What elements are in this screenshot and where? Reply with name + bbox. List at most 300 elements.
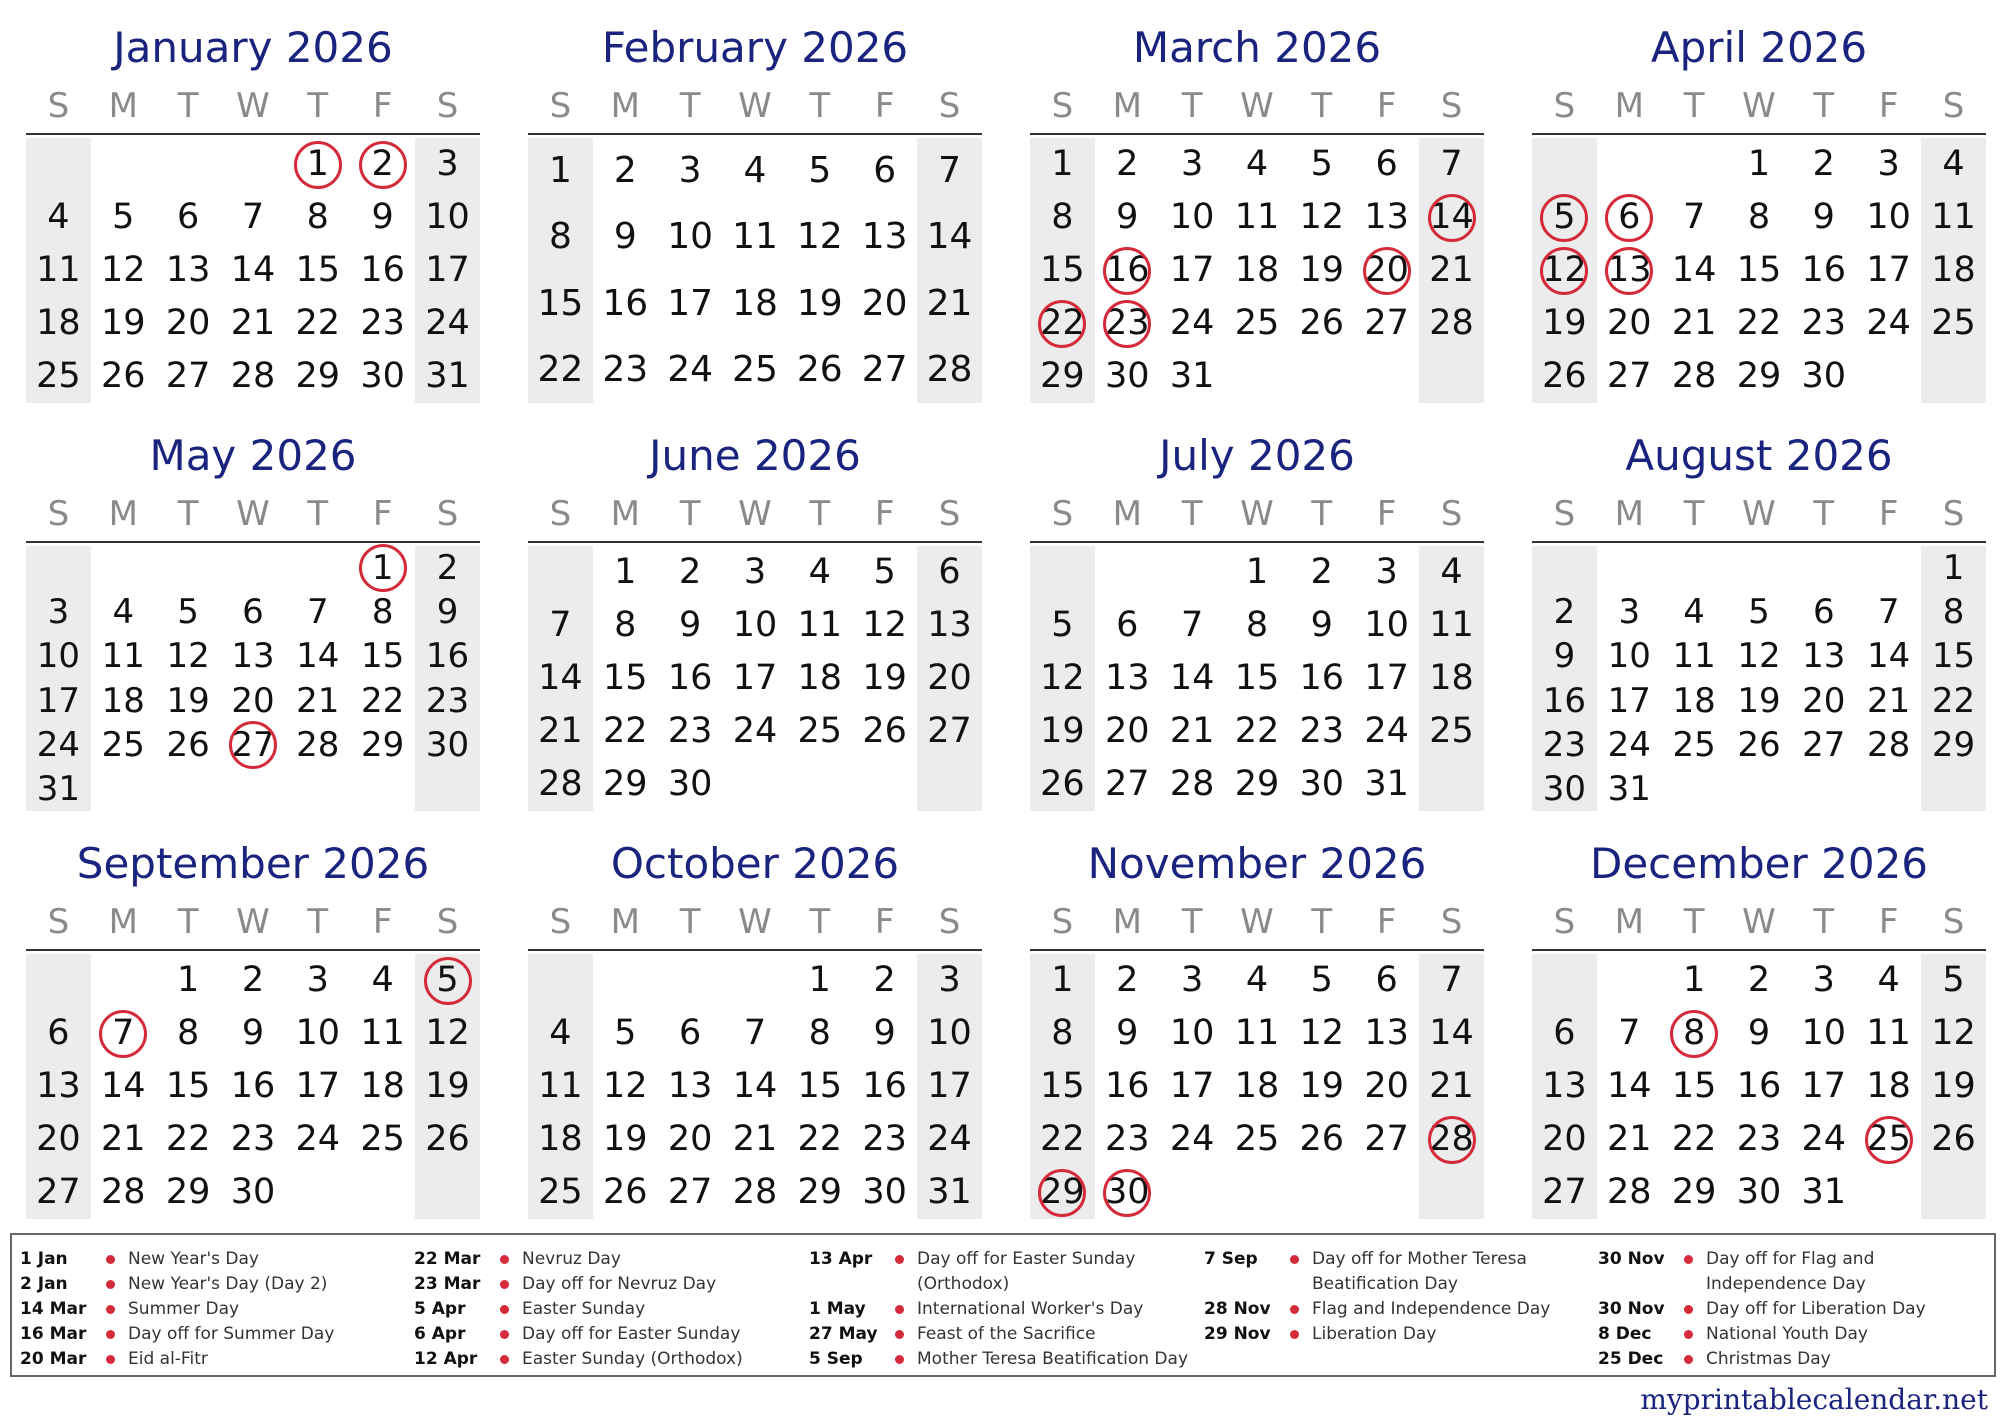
day-cell[interactable]: 13 xyxy=(231,636,275,677)
day-cell[interactable]: 31 xyxy=(36,768,81,809)
day-cell[interactable]: 13 xyxy=(861,216,908,258)
day-cell[interactable]: 9 xyxy=(613,216,637,258)
day-cell[interactable]: 3 xyxy=(1180,960,1204,1000)
day-cell[interactable]: 18 xyxy=(360,1066,405,1106)
day-cell[interactable]: 5 xyxy=(177,592,199,633)
day-cell[interactable]: 21 xyxy=(296,680,340,721)
day-cell[interactable]: 14 xyxy=(538,658,583,698)
day-cell[interactable]: 28 xyxy=(1169,764,1215,804)
day-cell[interactable]: 25 xyxy=(1931,303,1976,343)
day-cell[interactable]: 18 xyxy=(101,680,145,721)
day-cell[interactable]: 31 xyxy=(1801,1172,1847,1212)
day-cell[interactable]: 24 xyxy=(425,303,470,343)
day-cell[interactable]: 9 xyxy=(1747,1013,1771,1053)
day-cell[interactable]: 9 xyxy=(436,592,459,633)
day-cell[interactable]: 22 xyxy=(537,348,584,390)
day-cell[interactable]: 26 xyxy=(425,1119,470,1159)
day-cell[interactable]: 9 xyxy=(1310,605,1333,645)
day-cell[interactable]: 7 xyxy=(1180,605,1204,645)
day-cell[interactable]: 9 xyxy=(241,1013,265,1053)
day-cell[interactable]: 29 xyxy=(797,1172,843,1212)
day-cell[interactable]: 20 xyxy=(1364,1066,1409,1106)
day-cell[interactable]: 8 xyxy=(176,1013,200,1053)
day-cell[interactable]: 2 xyxy=(1116,960,1139,1000)
day-cell[interactable]: 17 xyxy=(425,250,470,290)
day-cell[interactable]: 28 xyxy=(1867,724,1911,765)
day-cell[interactable]: 1 xyxy=(1747,144,1771,184)
day-cell[interactable]: 13 xyxy=(927,605,972,645)
day-cell[interactable]: 24 xyxy=(295,1119,341,1159)
day-cell[interactable]: 15 xyxy=(537,282,584,324)
day-cell[interactable]: 13 xyxy=(36,1066,81,1106)
day-cell[interactable]: 26 xyxy=(602,1172,648,1212)
day-cell[interactable]: 25 xyxy=(360,1119,405,1159)
day-cell[interactable]: 25 xyxy=(101,724,145,765)
day-cell[interactable]: 29 xyxy=(602,764,648,804)
day-cell[interactable]: 2 xyxy=(1812,144,1835,184)
day-cell[interactable]: 13 xyxy=(165,250,211,290)
day-cell[interactable]: 21 xyxy=(732,1119,778,1159)
day-cell[interactable]: 12 xyxy=(602,1066,648,1106)
day-cell[interactable]: 26 xyxy=(1040,764,1085,804)
day-cell[interactable]: 17 xyxy=(1801,1066,1847,1106)
day-cell[interactable]: 12 xyxy=(166,636,210,677)
day-cell[interactable]: 17 xyxy=(1364,658,1409,698)
day-cell[interactable]: 20 xyxy=(861,282,908,324)
day-cell[interactable]: 8 xyxy=(548,216,572,258)
day-cell[interactable]: 18 xyxy=(36,303,81,343)
day-cell[interactable]: 12 xyxy=(425,1013,470,1053)
day-cell[interactable]: 18 xyxy=(1931,250,1976,290)
day-cell[interactable]: 4 xyxy=(1245,960,1269,1000)
day-cell[interactable]: 1 xyxy=(1051,960,1074,1000)
day-cell[interactable]: 15 xyxy=(1736,250,1782,290)
day-cell[interactable]: 17 xyxy=(1169,250,1215,290)
day-cell[interactable]: 22 xyxy=(1736,303,1782,343)
day-cell[interactable]: 24 xyxy=(1169,303,1215,343)
day-cell[interactable]: 4 xyxy=(1877,960,1900,1000)
day-cell[interactable]: 19 xyxy=(796,282,843,324)
day-cell[interactable]: 4 xyxy=(371,960,394,1000)
day-cell[interactable]: 25 xyxy=(1234,1119,1280,1159)
day-cell[interactable]: 25 xyxy=(36,356,81,396)
day-cell[interactable]: 8 xyxy=(371,592,394,633)
day-cell[interactable]: 2 xyxy=(241,960,265,1000)
day-cell[interactable]: 8 xyxy=(614,605,637,645)
day-cell[interactable]: 2 xyxy=(1116,144,1139,184)
day-cell[interactable]: 6 xyxy=(1116,605,1139,645)
day-cell[interactable]: 29 xyxy=(1040,1172,1085,1212)
day-cell[interactable]: 25 xyxy=(797,711,843,751)
day-cell[interactable]: 26 xyxy=(1299,303,1345,343)
day-cell[interactable]: 25 xyxy=(1672,724,1716,765)
day-cell[interactable]: 24 xyxy=(667,348,714,390)
day-cell[interactable]: 21 xyxy=(230,303,276,343)
day-cell[interactable]: 21 xyxy=(1671,303,1717,343)
day-cell[interactable]: 23 xyxy=(602,348,649,390)
day-cell[interactable]: 17 xyxy=(1169,1066,1215,1106)
day-cell[interactable]: 31 xyxy=(425,356,470,396)
day-cell[interactable]: 5 xyxy=(1310,960,1333,1000)
day-cell[interactable]: 10 xyxy=(1866,197,1911,237)
day-cell[interactable]: 11 xyxy=(1234,197,1280,237)
day-cell[interactable]: 13 xyxy=(667,1066,713,1106)
day-cell[interactable]: 7 xyxy=(743,1013,767,1053)
day-cell[interactable]: 16 xyxy=(1542,680,1587,721)
day-cell[interactable]: 30 xyxy=(667,764,713,804)
day-cell[interactable]: 11 xyxy=(732,216,778,258)
day-cell[interactable]: 8 xyxy=(306,197,329,237)
day-cell[interactable]: 19 xyxy=(1737,680,1781,721)
day-cell[interactable]: 10 xyxy=(1169,197,1215,237)
day-cell[interactable]: 13 xyxy=(1104,658,1150,698)
day-cell[interactable]: 6 xyxy=(47,1013,70,1053)
day-cell[interactable]: 12 xyxy=(796,216,843,258)
day-cell[interactable]: 15 xyxy=(165,1066,211,1106)
day-cell[interactable]: 30 xyxy=(1299,764,1345,804)
day-cell[interactable]: 7 xyxy=(1440,144,1463,184)
day-cell[interactable]: 16 xyxy=(667,658,713,698)
day-cell[interactable]: 16 xyxy=(1104,250,1150,290)
day-cell[interactable]: 12 xyxy=(1040,658,1085,698)
day-cell[interactable]: 27 xyxy=(927,711,972,751)
day-cell[interactable]: 15 xyxy=(1234,658,1280,698)
day-cell[interactable]: 21 xyxy=(1429,250,1474,290)
day-cell[interactable]: 27 xyxy=(231,724,275,765)
day-cell[interactable]: 5 xyxy=(614,1013,637,1053)
day-cell[interactable]: 2 xyxy=(613,150,637,191)
day-cell[interactable]: 7 xyxy=(1877,592,1900,633)
day-cell[interactable]: 18 xyxy=(1866,1066,1911,1106)
day-cell[interactable]: 4 xyxy=(1245,144,1269,184)
day-cell[interactable]: 15 xyxy=(602,658,648,698)
day-cell[interactable]: 30 xyxy=(425,724,470,765)
day-cell[interactable]: 3 xyxy=(1375,552,1398,592)
day-cell[interactable]: 8 xyxy=(1942,592,1965,633)
day-cell[interactable]: 1 xyxy=(1682,960,1706,1000)
day-cell[interactable]: 16 xyxy=(1736,1066,1782,1106)
day-cell[interactable]: 3 xyxy=(47,592,70,633)
day-cell[interactable]: 24 xyxy=(1607,724,1651,765)
day-cell[interactable]: 1 xyxy=(371,548,394,588)
day-cell[interactable]: 23 xyxy=(1542,724,1587,765)
day-cell[interactable]: 15 xyxy=(1671,1066,1717,1106)
day-cell[interactable]: 9 xyxy=(873,1013,896,1053)
day-cell[interactable]: 22 xyxy=(1040,303,1085,343)
day-cell[interactable]: 1 xyxy=(1245,552,1269,592)
day-cell[interactable]: 24 xyxy=(1364,711,1409,751)
day-cell[interactable]: 13 xyxy=(1364,1013,1409,1053)
day-cell[interactable]: 9 xyxy=(1553,636,1576,677)
day-cell[interactable]: 1 xyxy=(548,150,572,191)
day-cell[interactable]: 17 xyxy=(1866,250,1911,290)
day-cell[interactable]: 21 xyxy=(1429,1066,1474,1106)
day-cell[interactable]: 14 xyxy=(1606,1066,1652,1106)
day-cell[interactable]: 19 xyxy=(602,1119,648,1159)
day-cell[interactable]: 29 xyxy=(1931,724,1976,765)
day-cell[interactable]: 22 xyxy=(1040,1119,1085,1159)
day-cell[interactable]: 24 xyxy=(1169,1119,1215,1159)
day-cell[interactable]: 9 xyxy=(1116,197,1139,237)
day-cell[interactable]: 17 xyxy=(36,680,81,721)
day-cell[interactable]: 8 xyxy=(1682,1013,1706,1053)
day-cell[interactable]: 4 xyxy=(1942,144,1965,184)
day-cell[interactable]: 5 xyxy=(436,960,459,1000)
day-cell[interactable]: 7 xyxy=(1440,960,1463,1000)
day-cell[interactable]: 6 xyxy=(678,1013,702,1053)
day-cell[interactable]: 11 xyxy=(36,250,81,290)
day-cell[interactable]: 8 xyxy=(1245,605,1269,645)
day-cell[interactable]: 27 xyxy=(861,348,908,390)
day-cell[interactable]: 8 xyxy=(1051,197,1074,237)
day-cell[interactable]: 18 xyxy=(797,658,843,698)
day-cell[interactable]: 24 xyxy=(927,1119,972,1159)
day-cell[interactable]: 27 xyxy=(1364,1119,1409,1159)
day-cell[interactable]: 15 xyxy=(1040,250,1085,290)
day-cell[interactable]: 11 xyxy=(1234,1013,1280,1053)
day-cell[interactable]: 14 xyxy=(1169,658,1215,698)
day-cell[interactable]: 20 xyxy=(1542,1119,1587,1159)
day-cell[interactable]: 28 xyxy=(100,1172,146,1212)
day-cell[interactable]: 11 xyxy=(538,1066,583,1106)
day-cell[interactable]: 30 xyxy=(1542,768,1587,809)
day-cell[interactable]: 14 xyxy=(1429,197,1474,237)
day-cell[interactable]: 16 xyxy=(230,1066,276,1106)
day-cell[interactable]: 24 xyxy=(732,711,778,751)
day-cell[interactable]: 27 xyxy=(1802,724,1846,765)
day-cell[interactable]: 14 xyxy=(296,636,340,677)
day-cell[interactable]: 18 xyxy=(732,282,778,324)
day-cell[interactable]: 22 xyxy=(1671,1119,1717,1159)
day-cell[interactable]: 19 xyxy=(100,303,146,343)
day-cell[interactable]: 15 xyxy=(1931,636,1976,677)
day-cell[interactable]: 3 xyxy=(678,150,702,191)
day-cell[interactable]: 2 xyxy=(371,144,394,184)
day-cell[interactable]: 12 xyxy=(1299,197,1345,237)
day-cell[interactable]: 28 xyxy=(230,356,276,396)
day-cell[interactable]: 16 xyxy=(862,1066,907,1106)
day-cell[interactable]: 1 xyxy=(1942,548,1965,588)
day-cell[interactable]: 20 xyxy=(165,303,211,343)
day-cell[interactable]: 19 xyxy=(1299,1066,1345,1106)
day-cell[interactable]: 4 xyxy=(549,1013,572,1053)
day-cell[interactable]: 10 xyxy=(1169,1013,1215,1053)
day-cell[interactable]: 10 xyxy=(732,605,778,645)
day-cell[interactable]: 11 xyxy=(1866,1013,1911,1053)
day-cell[interactable]: 5 xyxy=(1553,197,1576,237)
day-cell[interactable]: 6 xyxy=(1618,197,1641,237)
day-cell[interactable]: 15 xyxy=(797,1066,843,1106)
day-cell[interactable]: 10 xyxy=(295,1013,341,1053)
day-cell[interactable]: 30 xyxy=(1801,356,1847,396)
day-cell[interactable]: 4 xyxy=(47,197,70,237)
day-cell[interactable]: 5 xyxy=(1051,605,1074,645)
day-cell[interactable]: 2 xyxy=(1310,552,1333,592)
day-cell[interactable]: 16 xyxy=(360,250,405,290)
day-cell[interactable]: 19 xyxy=(1299,250,1345,290)
day-cell[interactable]: 20 xyxy=(36,1119,81,1159)
day-cell[interactable]: 6 xyxy=(1812,592,1835,633)
day-cell[interactable]: 2 xyxy=(1553,592,1576,633)
day-cell[interactable]: 30 xyxy=(862,1172,907,1212)
day-cell[interactable]: 26 xyxy=(796,348,843,390)
day-cell[interactable]: 9 xyxy=(1812,197,1835,237)
day-cell[interactable]: 23 xyxy=(425,680,470,721)
day-cell[interactable]: 16 xyxy=(425,636,470,677)
day-cell[interactable]: 5 xyxy=(112,197,135,237)
day-cell[interactable]: 18 xyxy=(1672,680,1716,721)
day-cell[interactable]: 13 xyxy=(1542,1066,1587,1106)
day-cell[interactable]: 28 xyxy=(1429,303,1474,343)
day-cell[interactable]: 12 xyxy=(1931,1013,1976,1053)
day-cell[interactable]: 4 xyxy=(808,552,831,592)
day-cell[interactable]: 27 xyxy=(667,1172,713,1212)
day-cell[interactable]: 10 xyxy=(927,1013,972,1053)
day-cell[interactable]: 20 xyxy=(1104,711,1150,751)
day-cell[interactable]: 1 xyxy=(306,144,329,184)
day-cell[interactable]: 5 xyxy=(873,552,896,592)
day-cell[interactable]: 9 xyxy=(1116,1013,1139,1053)
day-cell[interactable]: 1 xyxy=(1051,144,1074,184)
day-cell[interactable]: 12 xyxy=(100,250,146,290)
day-cell[interactable]: 20 xyxy=(667,1119,713,1159)
day-cell[interactable]: 8 xyxy=(1051,1013,1074,1053)
day-cell[interactable]: 14 xyxy=(732,1066,778,1106)
day-cell[interactable]: 29 xyxy=(1040,356,1085,396)
day-cell[interactable]: 30 xyxy=(360,356,405,396)
day-cell[interactable]: 10 xyxy=(36,636,81,677)
day-cell[interactable]: 26 xyxy=(100,356,146,396)
day-cell[interactable]: 22 xyxy=(295,303,341,343)
day-cell[interactable]: 12 xyxy=(1542,250,1587,290)
day-cell[interactable]: 22 xyxy=(361,680,405,721)
day-cell[interactable]: 12 xyxy=(1737,636,1781,677)
day-cell[interactable]: 21 xyxy=(1169,711,1215,751)
day-cell[interactable]: 15 xyxy=(361,636,405,677)
day-cell[interactable]: 6 xyxy=(1375,960,1398,1000)
day-cell[interactable]: 11 xyxy=(360,1013,405,1053)
day-cell[interactable]: 30 xyxy=(1104,356,1150,396)
day-cell[interactable]: 17 xyxy=(295,1066,341,1106)
day-cell[interactable]: 25 xyxy=(1234,303,1280,343)
day-cell[interactable]: 29 xyxy=(1671,1172,1717,1212)
day-cell[interactable]: 26 xyxy=(862,711,907,751)
day-cell[interactable]: 28 xyxy=(732,1172,778,1212)
day-cell[interactable]: 10 xyxy=(667,216,714,258)
day-cell[interactable]: 20 xyxy=(1364,250,1409,290)
day-cell[interactable]: 18 xyxy=(1234,1066,1280,1106)
day-cell[interactable]: 27 xyxy=(1364,303,1409,343)
day-cell[interactable]: 2 xyxy=(1747,960,1771,1000)
day-cell[interactable]: 11 xyxy=(1672,636,1716,677)
day-cell[interactable]: 24 xyxy=(1866,303,1911,343)
day-cell[interactable]: 6 xyxy=(873,150,897,191)
day-cell[interactable]: 11 xyxy=(1931,197,1976,237)
day-cell[interactable]: 31 xyxy=(927,1172,972,1212)
day-cell[interactable]: 18 xyxy=(1429,658,1474,698)
day-cell[interactable]: 29 xyxy=(1234,764,1280,804)
day-cell[interactable]: 19 xyxy=(166,680,210,721)
day-cell[interactable]: 3 xyxy=(1812,960,1835,1000)
day-cell[interactable]: 23 xyxy=(667,711,713,751)
day-cell[interactable]: 8 xyxy=(808,1013,831,1053)
day-cell[interactable]: 31 xyxy=(1169,356,1215,396)
day-cell[interactable]: 24 xyxy=(1801,1119,1847,1159)
day-cell[interactable]: 26 xyxy=(1299,1119,1345,1159)
day-cell[interactable]: 4 xyxy=(112,592,135,633)
day-cell[interactable]: 6 xyxy=(1553,1013,1576,1053)
day-cell[interactable]: 6 xyxy=(1375,144,1398,184)
day-cell[interactable]: 21 xyxy=(926,282,973,324)
day-cell[interactable]: 23 xyxy=(1801,303,1847,343)
day-cell[interactable]: 21 xyxy=(538,711,583,751)
day-cell[interactable]: 12 xyxy=(1299,1013,1345,1053)
day-cell[interactable]: 3 xyxy=(436,144,459,184)
day-cell[interactable]: 27 xyxy=(1606,356,1652,396)
day-cell[interactable]: 7 xyxy=(112,1013,135,1053)
day-cell[interactable]: 11 xyxy=(101,636,145,677)
day-cell[interactable]: 1 xyxy=(808,960,831,1000)
day-cell[interactable]: 25 xyxy=(732,348,778,390)
day-cell[interactable]: 27 xyxy=(1104,764,1150,804)
day-cell[interactable]: 20 xyxy=(927,658,972,698)
day-cell[interactable]: 3 xyxy=(743,552,767,592)
day-cell[interactable]: 20 xyxy=(231,680,275,721)
day-cell[interactable]: 23 xyxy=(1104,303,1150,343)
day-cell[interactable]: 10 xyxy=(1607,636,1651,677)
day-cell[interactable]: 4 xyxy=(743,150,767,191)
day-cell[interactable]: 17 xyxy=(732,658,778,698)
day-cell[interactable]: 20 xyxy=(1606,303,1652,343)
day-cell[interactable]: 13 xyxy=(1364,197,1409,237)
day-cell[interactable]: 11 xyxy=(797,605,843,645)
day-cell[interactable]: 3 xyxy=(1877,144,1900,184)
day-cell[interactable]: 8 xyxy=(1747,197,1771,237)
day-cell[interactable]: 28 xyxy=(296,724,340,765)
day-cell[interactable]: 30 xyxy=(1104,1172,1150,1212)
day-cell[interactable]: 25 xyxy=(538,1172,583,1212)
day-cell[interactable]: 19 xyxy=(1931,1066,1976,1106)
day-cell[interactable]: 21 xyxy=(100,1119,146,1159)
day-cell[interactable]: 25 xyxy=(1429,711,1474,751)
day-cell[interactable]: 7 xyxy=(549,605,572,645)
day-cell[interactable]: 13 xyxy=(1606,250,1652,290)
day-cell[interactable]: 22 xyxy=(797,1119,843,1159)
day-cell[interactable]: 7 xyxy=(1618,1013,1641,1053)
day-cell[interactable]: 22 xyxy=(1931,680,1976,721)
day-cell[interactable]: 23 xyxy=(862,1119,907,1159)
day-cell[interactable]: 2 xyxy=(436,548,459,588)
day-cell[interactable]: 31 xyxy=(1607,768,1651,809)
day-cell[interactable]: 29 xyxy=(295,356,341,396)
day-cell[interactable]: 26 xyxy=(166,724,210,765)
day-cell[interactable]: 23 xyxy=(1736,1119,1782,1159)
day-cell[interactable]: 18 xyxy=(538,1119,583,1159)
day-cell[interactable]: 7 xyxy=(1682,197,1706,237)
day-cell[interactable]: 31 xyxy=(1364,764,1409,804)
day-cell[interactable]: 28 xyxy=(1429,1119,1474,1159)
day-cell[interactable]: 27 xyxy=(165,356,211,396)
day-cell[interactable]: 30 xyxy=(230,1172,276,1212)
day-cell[interactable]: 3 xyxy=(306,960,329,1000)
site-url[interactable]: myprintablecalendar.net xyxy=(1640,1383,1988,1416)
day-cell[interactable]: 24 xyxy=(36,724,81,765)
day-cell[interactable]: 27 xyxy=(36,1172,81,1212)
day-cell[interactable]: 23 xyxy=(1299,711,1345,751)
day-cell[interactable]: 1 xyxy=(176,960,200,1000)
day-cell[interactable]: 17 xyxy=(1607,680,1651,721)
day-cell[interactable]: 10 xyxy=(1801,1013,1847,1053)
